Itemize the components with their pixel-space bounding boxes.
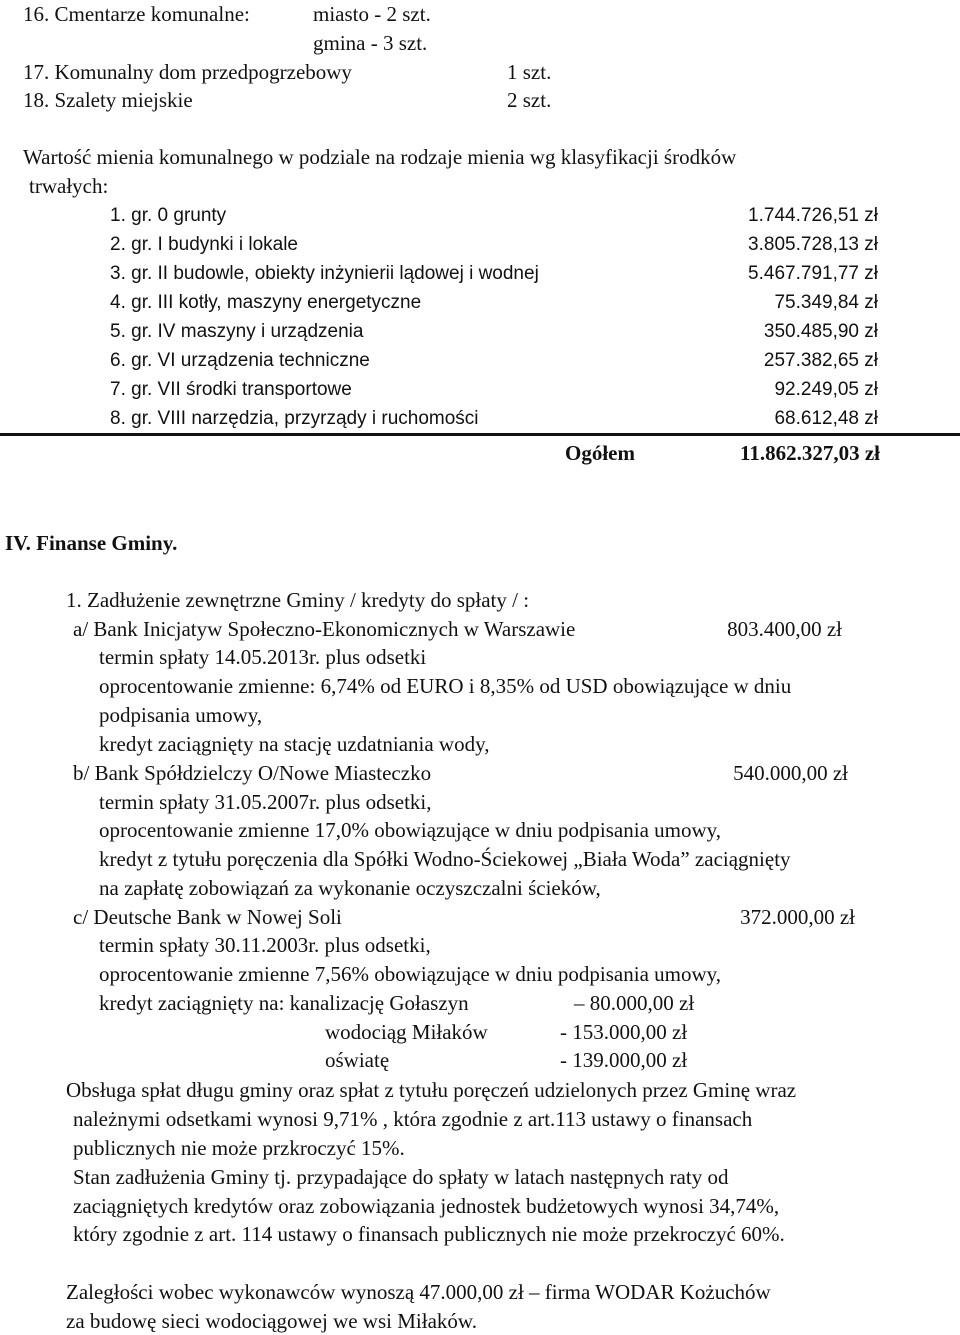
asset-row-label: 8. gr. VIII narzędzia, przyrządy i ruchomości [110,408,479,429]
asset-row-value: 75.349,84 zł [774,292,878,313]
debt-heading: 1. Zadłużenie zewnętrzne Gminy / kredyty do spłaty / : [66,588,530,612]
loan-a-purpose: kredyt zaciągnięty na stację uzdatniania wody, [99,732,490,756]
asset-row-label: 3. gr. II budowle, obiekty inżynierii lądowej i wodnej [110,263,539,284]
loan-a-rate-line1: oprocentowanie zmienne: 6,74% od EURO i 8,35% od USD obowiązujące w dniu [99,674,792,698]
debt-level-line1: Stan zadłużenia Gminy tj. przypadające do spłaty w latach następnych raty od [73,1165,729,1189]
asset-row-value: 68.612,48 zł [774,408,878,429]
loan-c-bank: c/ Deutsche Bank w Nowej Soli [73,905,342,929]
total-divider [0,433,960,436]
asset-row-label: 6. gr. VI urządzenia techniczne [110,350,370,371]
loan-c-rate: oprocentowanie zmienne 7,56% obowiązujące w dniu podpisania umowy, [99,962,722,986]
list-item-18-label: 18. Szalety miejskie [23,88,193,112]
asset-row-value: 350.485,90 zł [763,321,878,342]
loan-b-term: termin spłaty 31.05.2007r. plus odsetki, [99,790,432,814]
loan-b-rate: oprocentowanie zmienne 17,0% obowiązujące w dniu podpisania umowy, [99,818,722,842]
loan-a-rate-line2: podpisania umowy, [99,703,263,727]
list-item-17-label: 17. Komunalny dom przedpogrzebowy [23,60,352,84]
loan-b-purpose-line2: na zapłatę zobowiązań za wykonanie oczyszczalni ścieków, [99,876,601,900]
loan-c-sewer-amount: – 80.000,00 zł [574,991,695,1015]
loan-a-amount: 803.400,00 zł [727,617,842,641]
list-item-16-city: miasto - 2 szt. [313,2,431,26]
loan-c-water-label: wodociąg Miłaków [325,1020,488,1044]
loan-c-water-amount: - 153.000,00 zł [560,1020,688,1044]
asset-row-value: 3.805.728,13 zł [748,234,878,255]
asset-row-value: 5.467.791,77 zł [748,263,878,284]
asset-row-value: 92.249,05 zł [774,379,878,400]
list-item-18-value: 2 szt. [507,88,552,112]
asset-row-value: 257.382,65 zł [763,350,878,371]
loan-b-amount: 540.000,00 zł [733,761,848,785]
loan-b-purpose-line1: kredyt z tytułu poręczenia dla Spółki Wodno-Ściekowej „Biała Woda” zaciągnięty [99,847,791,871]
debt-service-line3: publicznych nie może przkroczyć 15%. [73,1136,405,1160]
asset-row-label: 7. gr. VII środki transportowe [110,379,352,400]
asset-row-label: 1. gr. 0 grunty [110,205,227,226]
assets-intro-line1: Wartość mienia komunalnego w podziale na rodzaje mienia wg klasyfikacji środków [23,145,737,169]
arrears-line2: za budowę sieci wodociągowej we wsi Miłaków. [66,1309,477,1333]
debt-level-line2: zaciągniętych kredytów oraz zobowiązania jednostek budżetowych wynosi 34,74%, [73,1194,780,1218]
loan-c-purpose: kredyt zaciągnięty na: kanalizację Gołaszyn [99,991,469,1015]
loan-c-education-label: oświatę [325,1048,390,1072]
list-item-16-label: 16. Cmentarze komunalne: [23,2,250,26]
arrears-line1: Zaległości wobec wykonawców wynoszą 47.000,00 zł – firma WODAR Kożuchów [66,1280,771,1304]
loan-a-term: termin spłaty 14.05.2013r. plus odsetki [99,645,427,669]
loan-a-bank: a/ Bank Inicjatyw Społeczno-Ekonomicznych w Warszawie [73,617,576,641]
debt-level-line3: który zgodnie z art. 114 ustawy o finansach publicznych nie może przekroczyć 60%. [73,1222,785,1246]
asset-row-value: 1.744.726,51 zł [748,205,878,226]
debt-service-line1: Obsługa spłat długu gminy oraz spłat z tytułu poręczeń udzielonych przez Gminę wraz [66,1078,797,1102]
debt-service-line2: należnymi odsetkami wynosi 9,71% , która zgodnie z art.113 ustawy o finansach [73,1107,753,1131]
loan-c-education-amount: - 139.000,00 zł [560,1048,688,1072]
loan-c-amount: 372.000,00 zł [740,905,855,929]
asset-row-label: 5. gr. IV maszyny i urządzenia [110,321,364,342]
asset-row-label: 4. gr. III kotły, maszyny energetyczne [110,292,422,313]
section-heading: IV. Finanse Gminy. [5,531,178,555]
list-item-16-commune: gmina - 3 szt. [313,31,428,55]
total-value: 11.862.327,03 zł [740,441,880,465]
asset-row-label: 2. gr. I budynki i lokale [110,234,298,255]
list-item-17-value: 1 szt. [507,60,552,84]
assets-intro-line2: trwałych: [29,174,109,198]
loan-c-term: termin spłaty 30.11.2003r. plus odsetki, [99,933,431,957]
total-label: Ogółem [565,441,635,465]
loan-b-bank: b/ Bank Spółdzielczy O/Nowe Miasteczko [73,761,432,785]
